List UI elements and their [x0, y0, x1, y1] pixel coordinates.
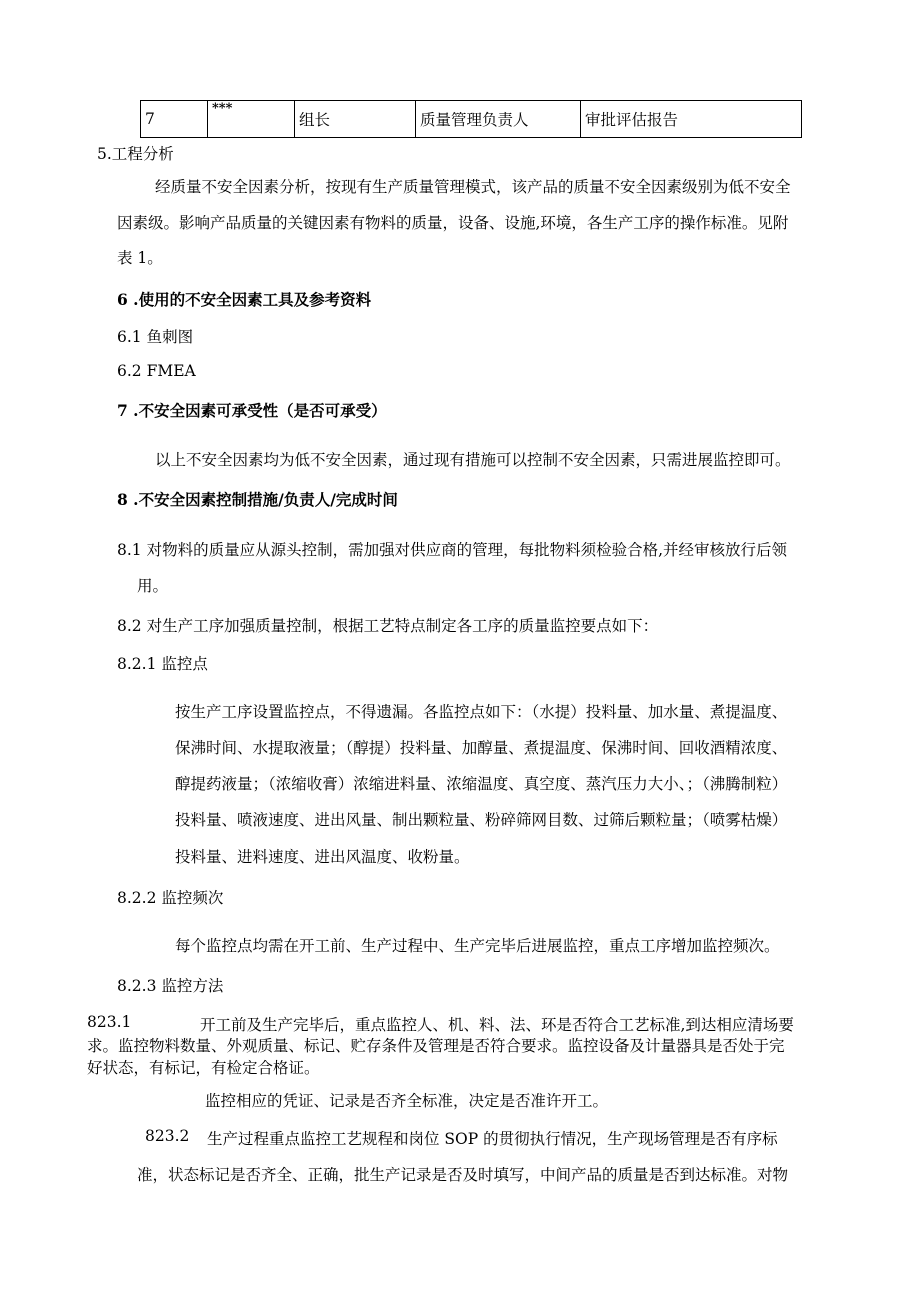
section-6-item: 6.2 FMEA	[117, 362, 196, 380]
section-8-2-3-2-line: 准，状态标记是否齐全、正确，批生产记录是否及时填写，中间产品的质量是否到达标准。对物	[137, 1166, 789, 1184]
section-8-2-3-1-line: 求。监控物料数量、外观质量、标记、贮存条件及管理是否符合要求。监控设备及计量器具是否处于完	[87, 1037, 785, 1055]
section-8-2-1-line: 投料量、进料速度、进出风温度、收粉量。	[175, 848, 470, 866]
cell-task: 审批评估报告	[581, 101, 802, 138]
section-8-2-2-para: 每个监控点均需在开工前、生产过程中、生产完毕后进展监控，重点工序增加监控频次。	[175, 937, 780, 955]
item-number: 823.1	[87, 1013, 132, 1031]
cell-name: ***	[208, 101, 295, 138]
section-5-para-line: 因素级。影响产品质量的关键因素有物料的质量，设备、设施,环境，各生产工序的操作标准。见附	[117, 214, 789, 232]
section-7-para: 以上不安全因素均为低不安全因素，通过现有措施可以控制不安全因素，只需进展监控即可。	[155, 451, 791, 469]
section-5-para-line: 经质量不安全因素分析，按现有生产质量管理模式，该产品的质量不安全因素级别为低不安全	[155, 178, 791, 196]
section-8-heading: 8 .不安全因素控制措施/负责人/完成时间	[117, 490, 398, 509]
section-8-2-3-1-line: 好状态，有标记，有检定合格证。	[87, 1059, 320, 1077]
table-row	[141, 101, 802, 138]
cell-role: 组长	[295, 101, 416, 138]
section-5-para-line: 表 1。	[117, 249, 163, 267]
section-8-2-3-1-line: 开工前及生产完毕后，重点监控人、机、料、法、环是否符合工艺标准,到达相应清场要	[200, 1016, 794, 1034]
section-8-2-3-1-line: 监控相应的凭证、记录是否齐全标准，决定是否准许开工。	[205, 1092, 609, 1110]
section-8-2-para: 8.2 对生产工序加强质量控制，根据工艺特点制定各工序的质量监控要点如下：	[117, 617, 659, 635]
section-8-1-line: 用。	[137, 577, 169, 595]
section-8-2-3-2-line: 生产过程重点监控工艺规程和岗位 SOP 的贯彻执行情况，生产现场管理是否有序标	[207, 1130, 778, 1148]
section-8-2-1-line: 按生产工序设置监控点，不得遗漏。各监控点如下：（水提）投料量、加水量、煮提温度、	[175, 703, 788, 721]
section-8-2-1-heading: 8.2.1 监控点	[117, 655, 208, 673]
cell-number: 7	[141, 101, 208, 138]
section-8-2-2-heading: 8.2.2 监控频次	[117, 889, 224, 907]
section-5-heading: 5.工程分析	[97, 145, 174, 163]
item-number: 823.2	[145, 1127, 190, 1145]
section-6-heading: 6 .使用的不安全因素工具及参考资料	[117, 290, 372, 309]
section-6-item: 6.1 鱼刺图	[117, 328, 194, 346]
responsibility-table	[140, 100, 802, 138]
section-8-2-3-heading: 8.2.3 监控方法	[117, 977, 224, 995]
section-8-2-1-line: 醇提药液量；（浓缩收膏）浓缩进料量、浓缩温度、真空度、蒸汽压力大小、；（沸腾制粒）	[175, 775, 788, 793]
section-8-2-1-line: 投料量、喷液速度、进出风量、制出颗粒量、粉碎筛网目数、过筛后颗粒量；（喷雾枯燥）	[175, 811, 788, 829]
section-8-2-1-line: 保沸时间、水提取液量；（醇提）投料量、加醇量、煮提温度、保沸时间、回收酒精浓度、	[175, 739, 788, 757]
cell-duty: 质量管理负责人	[416, 101, 581, 138]
section-8-1-line: 8.1 对物料的质量应从源头控制，需加强对供应商的管理，每批物料须检验合格,并经审核放行后领	[117, 541, 788, 559]
section-7-heading: 7 .不安全因素可承受性（是否可承受）	[117, 401, 387, 420]
